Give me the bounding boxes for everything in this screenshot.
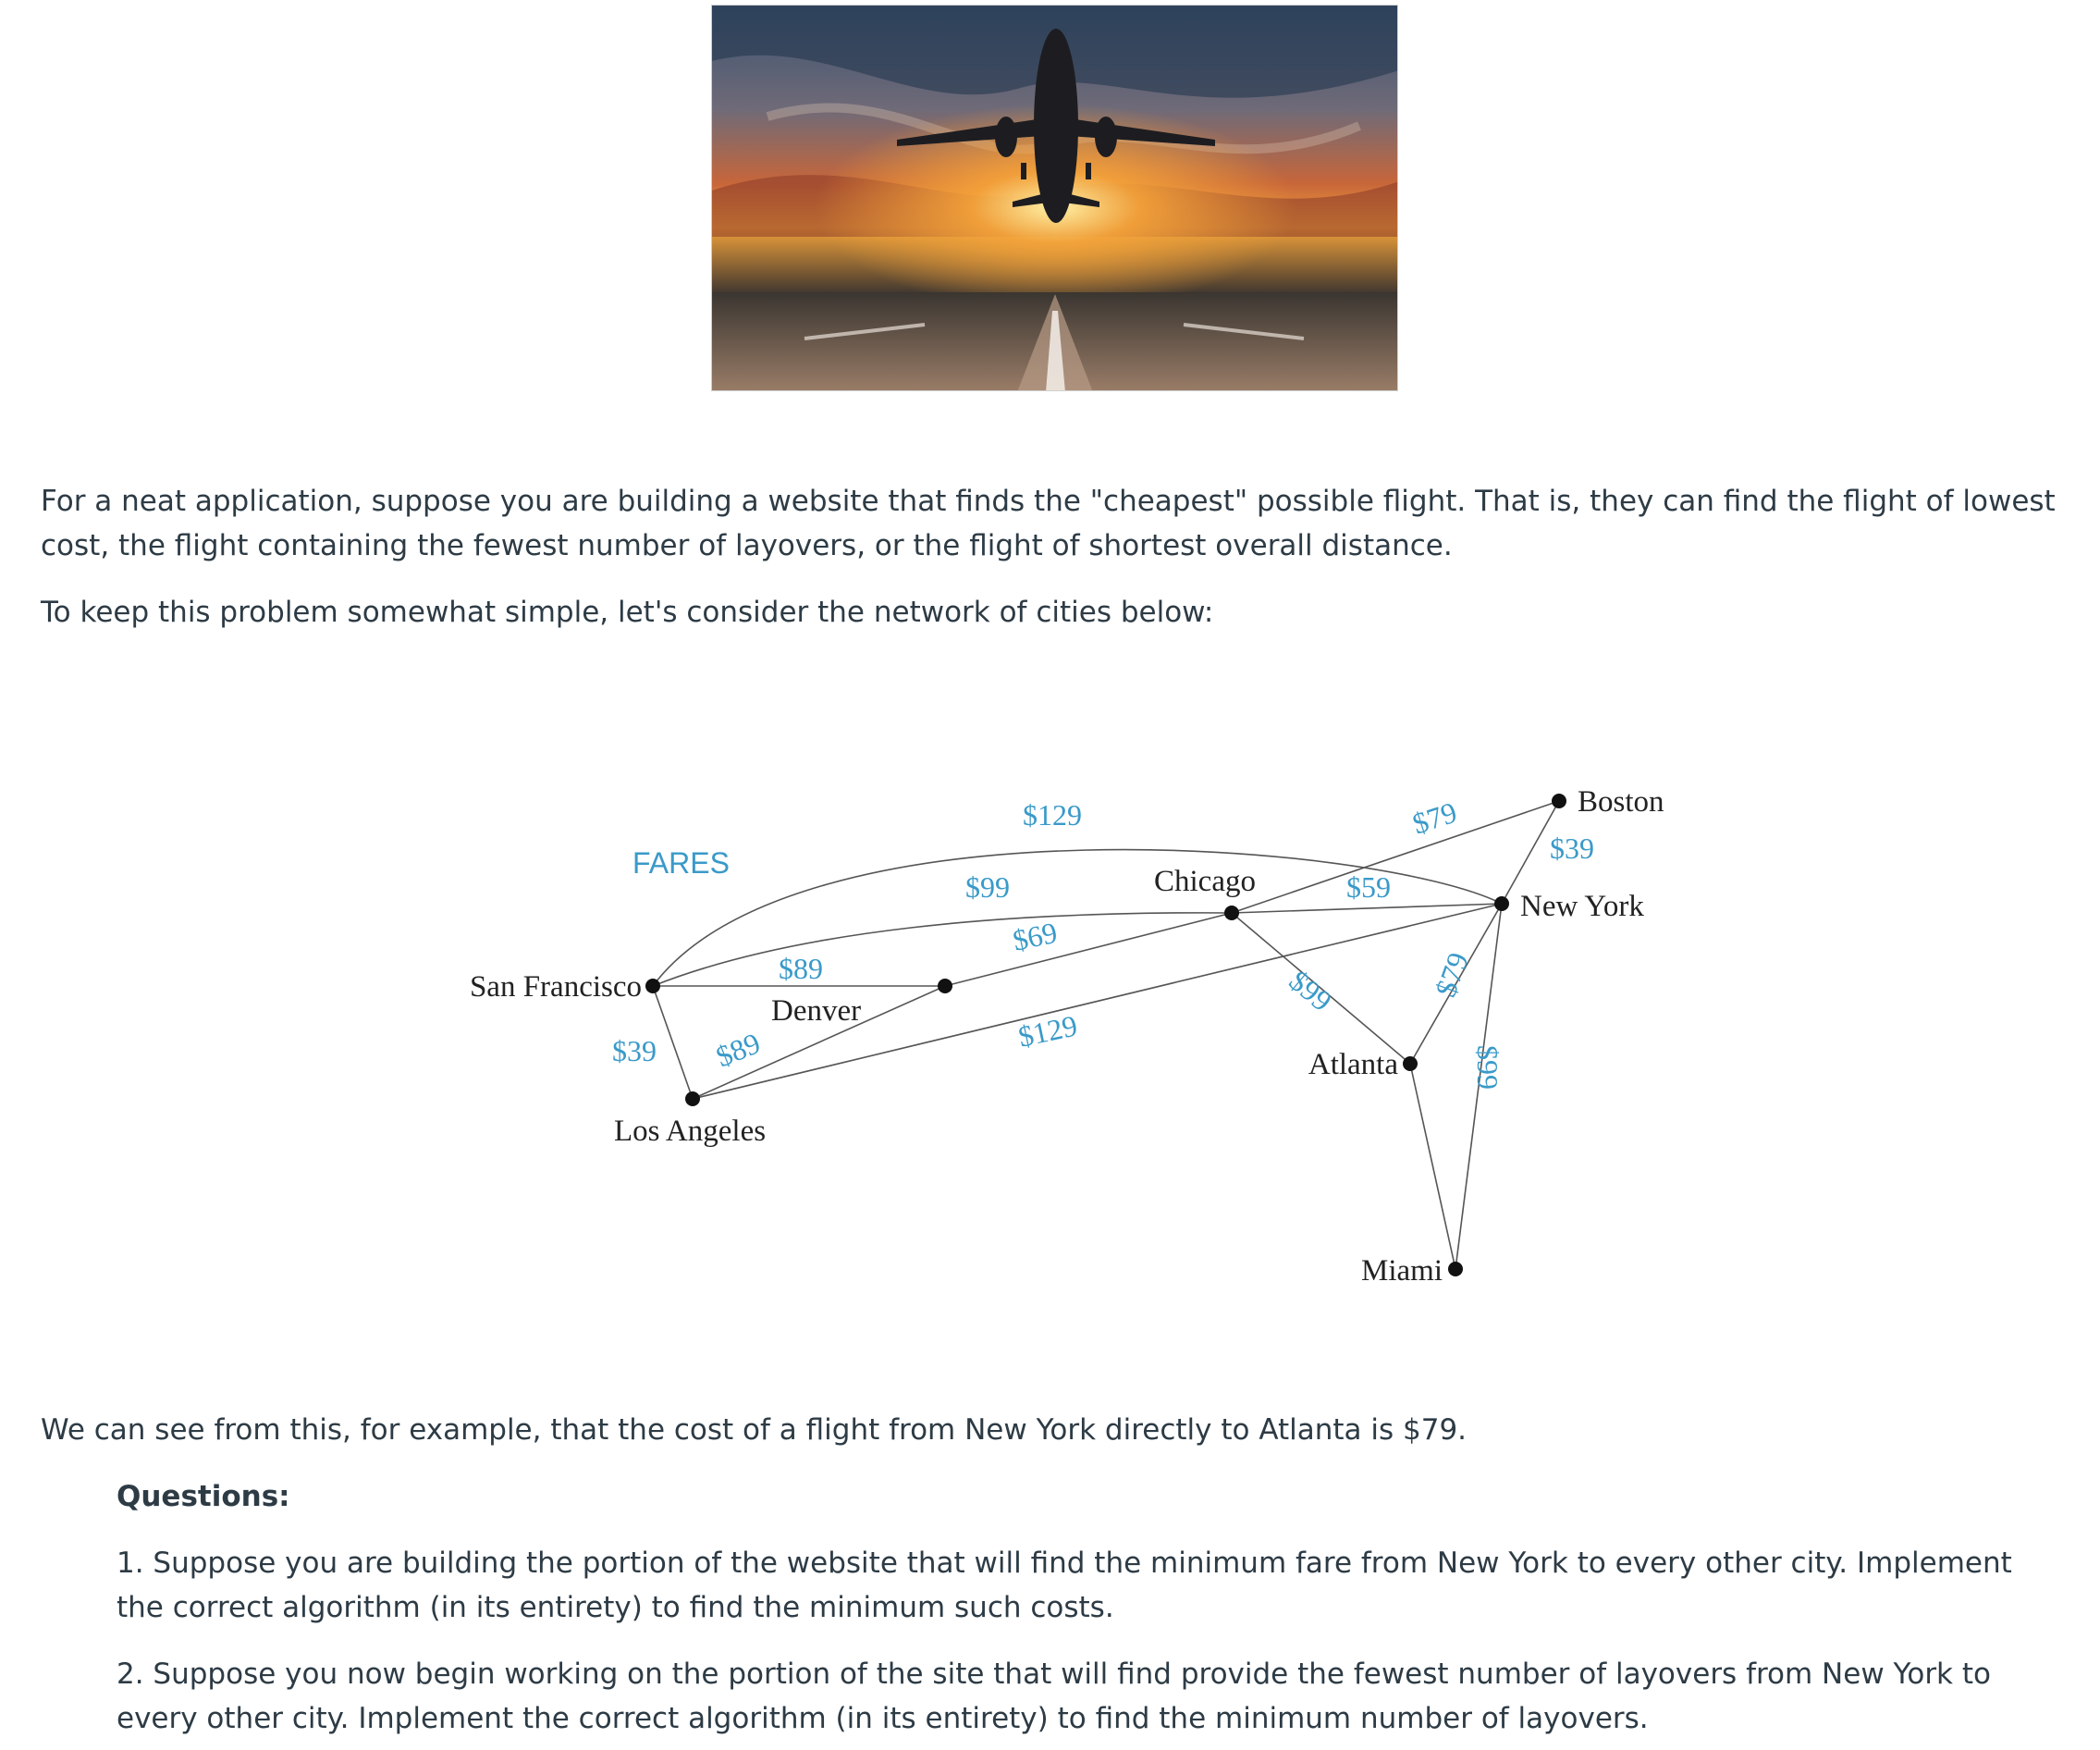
fare-ny-miami: $99: [1471, 1045, 1504, 1090]
route-denver-chicago: [945, 913, 1232, 986]
node-los-angeles: [685, 1091, 700, 1106]
fare-la-denver: $89: [711, 1026, 766, 1074]
route-chicago-ny: [1232, 904, 1502, 913]
city-label-los-angeles: Los Angeles: [614, 1115, 767, 1148]
node-san-francisco: [645, 979, 660, 993]
example-paragraph: We can see from this, for example, that the cost of a flight from New York directly to Atlanta is $79.: [41, 1413, 1468, 1447]
city-label-denver: Denver: [771, 994, 862, 1028]
node-new-york: [1494, 896, 1509, 911]
network-intro-paragraph: To keep this problem somewhat simple, let's consider the network of cities below:: [41, 596, 1214, 629]
question-1: 1. Suppose you are building the portion of the website that will find the minimum fare from New York to every other city. Implement the correct algorithm (in its entirety) to find the minimum such costs.: [117, 1547, 2012, 1624]
fare-sf-chicago: $99: [965, 870, 1010, 904]
fares-network-diagram: [407, 758, 1701, 1332]
fare-chicago-ny: $59: [1346, 870, 1391, 904]
city-label-boston: Boston: [1578, 785, 1664, 819]
airplane-sunset-illustration: [712, 6, 1398, 391]
city-label-miami: Miami: [1361, 1254, 1443, 1288]
fare-sf-ny: $129: [1023, 798, 1082, 832]
city-label-chicago: Chicago: [1154, 865, 1256, 898]
node-atlanta: [1403, 1056, 1418, 1071]
fare-chicago-atlanta: $99: [1283, 963, 1339, 1018]
route-atlanta-miami: [1410, 1064, 1455, 1269]
intro-paragraph: For a neat application, suppose you are building a website that finds the "cheapest" possible flight. That is, they can find the flight of lowest cost, the flight containing the fewest number of layovers, or the flight of shortest overall distance.: [41, 485, 2056, 562]
fare-chicago-boston: $79: [1408, 795, 1461, 841]
city-label-new-york: New York: [1520, 890, 1644, 923]
fare-denver-chicago: $69: [1009, 915, 1061, 957]
node-chicago: [1224, 906, 1239, 920]
city-nodes: [645, 794, 1566, 1276]
fares-network-svg: [407, 758, 1701, 1332]
fare-sf-la: $39: [612, 1034, 657, 1067]
city-label-atlanta: Atlanta: [1308, 1048, 1398, 1081]
fare-boston-ny: $39: [1550, 832, 1594, 865]
question-2: 2. Suppose you now begin working on the portion of the site that will find provide the fewest number of layovers from New York to every other city. Implement the correct algorithm (in its entirety) to find the minimum number of layovers.: [117, 1658, 1991, 1735]
fare-ny-atlanta: $79: [1428, 947, 1475, 1002]
node-boston: [1552, 794, 1566, 808]
fare-sf-denver: $89: [779, 952, 823, 985]
city-label-san-francisco: San Francisco: [469, 970, 642, 1004]
diagram-title: FARES: [632, 846, 730, 880]
route-sf-la: [653, 986, 693, 1099]
questions-heading: Questions:: [117, 1480, 290, 1513]
route-sf-chicago: [653, 913, 1232, 986]
fare-la-ny: $129: [1014, 1008, 1081, 1054]
node-denver: [938, 979, 952, 993]
node-miami: [1448, 1262, 1463, 1276]
route-lines: [653, 801, 1559, 1269]
hero-airplane-image: [711, 5, 1398, 391]
